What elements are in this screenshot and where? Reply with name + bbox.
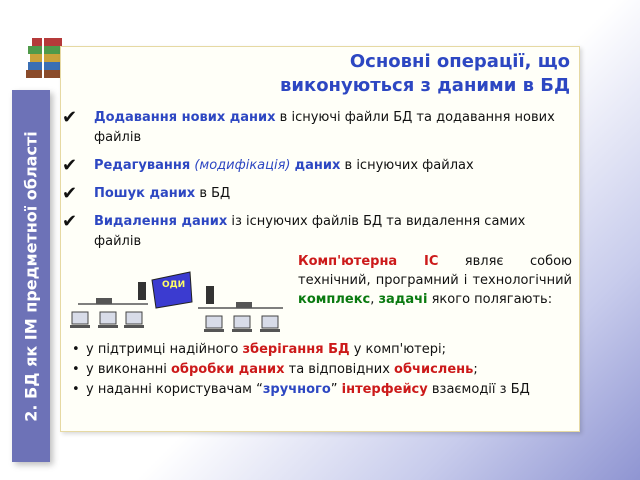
checkmark-icon: ✔ <box>62 183 78 204</box>
bullet-icon: • <box>72 382 80 397</box>
operation-text: в існуючих файлах <box>340 158 474 173</box>
operation-item <box>62 156 574 176</box>
operation-bold: Пошук даних <box>94 186 196 201</box>
ic-text: являє собою технічний, програмний і технологічний <box>298 254 572 288</box>
checkmark-icon: ✔ <box>62 211 78 232</box>
operation-bold: даних <box>294 158 341 173</box>
task-keyword: зберігання БД <box>242 342 350 357</box>
side-label-text: 2. БД як ІМ предметної області <box>21 130 41 422</box>
operation-item <box>62 184 574 204</box>
ic-keyword: задачі <box>378 292 428 307</box>
bullet-icon: • <box>72 362 80 377</box>
operation-text: в існуючі файли БД та додавання нових файлів <box>94 110 555 145</box>
operation-text: в БД <box>195 186 231 201</box>
task-keyword: інтерфейсу <box>341 382 428 397</box>
task-text: ; <box>473 362 478 377</box>
task-keyword: обробки даних <box>170 362 285 377</box>
ic-definition <box>298 252 572 309</box>
task-text: та відповідних <box>284 362 395 377</box>
task-keyword: зручного <box>262 382 331 397</box>
ic-term: Комп'ютерна ІС <box>298 254 439 269</box>
task-text: у підтримці надійного <box>86 342 243 357</box>
task-item <box>72 340 578 360</box>
title-line-1: Основні операції, що <box>349 51 570 72</box>
bullet-icon: • <box>72 342 80 357</box>
ic-text: , <box>370 292 379 307</box>
task-text: у виконанні <box>86 362 171 377</box>
hub-label: ОДИ <box>162 280 186 290</box>
operation-italic: (модифікація) <box>190 158 295 173</box>
task-text: у наданні користувачам “ <box>86 382 263 397</box>
slide-title <box>150 50 570 98</box>
ic-keyword: комплекс <box>298 292 371 307</box>
task-text: ” <box>330 382 342 397</box>
operation-item <box>62 212 554 252</box>
checkmark-icon: ✔ <box>62 155 78 176</box>
task-item <box>72 380 578 400</box>
network-diagram <box>68 268 288 338</box>
tasks-list <box>72 340 578 400</box>
side-label <box>12 90 50 462</box>
task-item <box>72 360 578 380</box>
ic-text: якого полягають: <box>427 292 553 307</box>
operation-bold: Додавання нових даних <box>94 110 276 125</box>
checkmark-icon: ✔ <box>62 107 78 128</box>
title-line-2: виконуються з даними в БД <box>279 75 570 96</box>
task-keyword: обчислень <box>394 362 474 377</box>
operation-text: із існуючих файлів БД та видалення самих файлів <box>94 214 526 249</box>
operation-item <box>62 108 574 148</box>
operations-list <box>62 108 574 252</box>
task-text: у комп'ютері; <box>349 342 446 357</box>
operation-bold: Видалення даних <box>94 214 228 229</box>
operation-bold: Редагування <box>94 158 191 173</box>
task-text: взаємодії з БД <box>427 382 530 397</box>
